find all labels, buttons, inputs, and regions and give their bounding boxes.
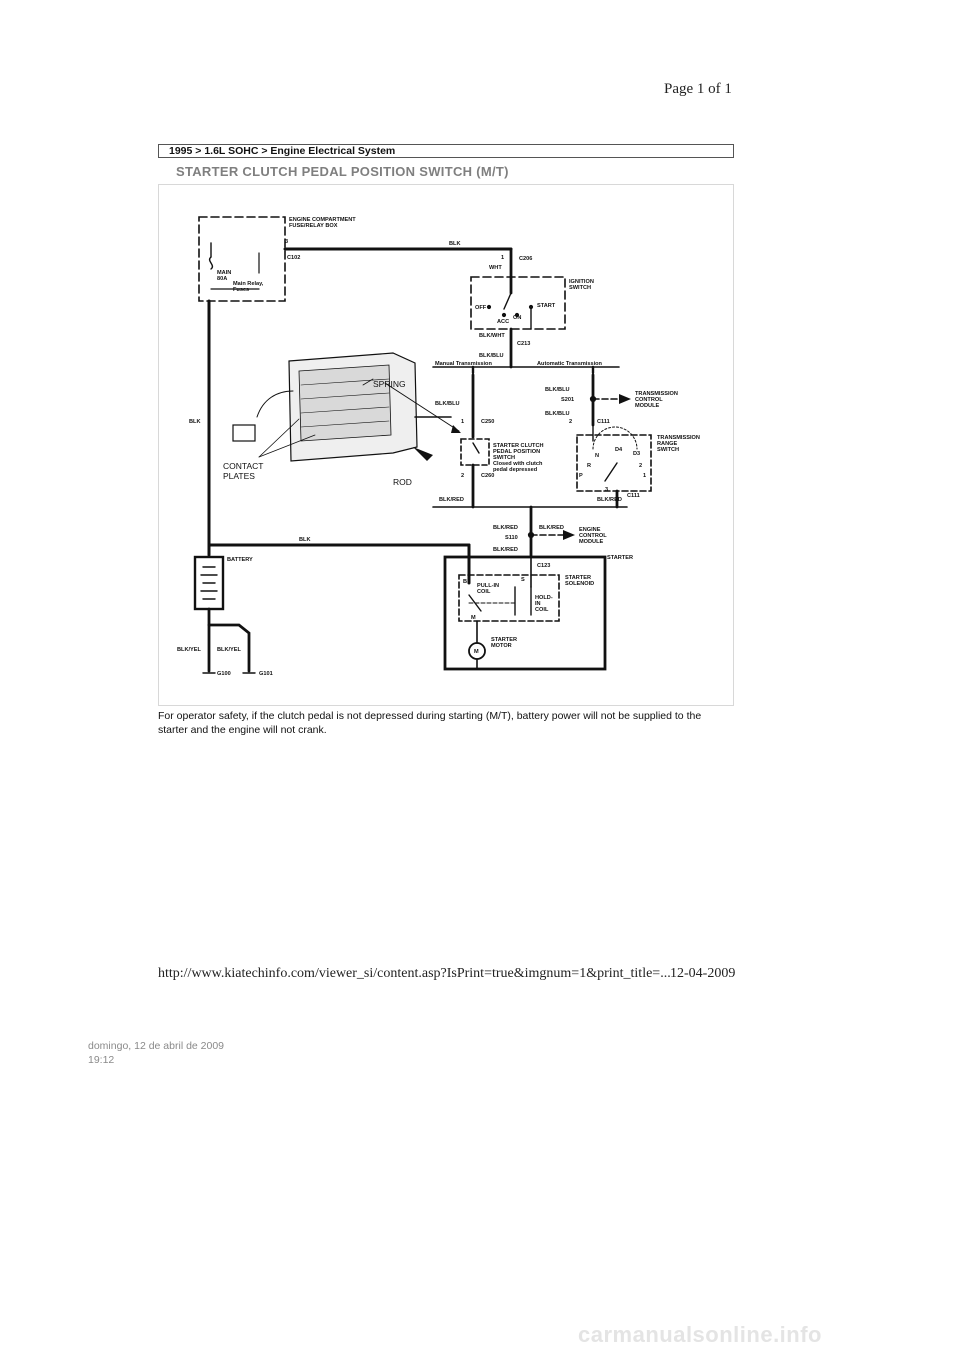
- label-c213: C213: [517, 341, 531, 347]
- label-s201: S201: [561, 397, 575, 403]
- label-tcm-3: MODULE: [635, 403, 660, 409]
- breadcrumb: 1995 > 1.6L SOHC > Engine Electrical System: [158, 144, 734, 158]
- wiring-diagram-frame: [158, 184, 734, 706]
- label-s: S: [521, 577, 525, 583]
- label-wht: WHT: [489, 265, 502, 271]
- wiring-diagram: [159, 185, 733, 705]
- label-main-relay-2: Fuses: [233, 287, 250, 293]
- footer-date: 12-04-2009: [670, 966, 736, 981]
- label-blk-blu-4: BLK/BLU: [545, 411, 570, 417]
- label-ignition-switch-2: SWITCH: [569, 285, 592, 291]
- label-blk-red-4: BLK/RED: [539, 525, 564, 531]
- timestamp-stamp: [88, 1039, 224, 1067]
- label-pin-1-c250: 1: [461, 419, 465, 425]
- label-blk-red-3: BLK/RED: [493, 525, 518, 531]
- label-c123: C123: [537, 563, 551, 569]
- label-n: N: [595, 453, 600, 459]
- label-g100: G100: [217, 671, 231, 677]
- label-tcm: TRANSMISSION: [635, 391, 678, 397]
- label-blk-blu-3: BLK/BLU: [545, 387, 570, 393]
- starter-clutch-switch-box: [461, 439, 489, 465]
- label-scpps-3: SWITCH: [493, 455, 516, 461]
- label-g101: G101: [259, 671, 273, 677]
- label-hold-in-coil-2: IN: [535, 601, 541, 607]
- label-scpps: STARTER CLUTCH: [493, 443, 544, 449]
- label-one: 1: [643, 473, 647, 479]
- label-ignition-switch: IGNITION: [569, 279, 594, 285]
- label-main-fuse: MAIN: [217, 270, 232, 276]
- label-on: ON: [513, 315, 522, 321]
- label-pull-in-coil-2: COIL: [477, 589, 491, 595]
- label-hold-in-coil: HOLD-: [535, 595, 553, 601]
- label-trs: TRANSMISSION: [657, 435, 700, 441]
- label-pin-1-c206: 1: [501, 255, 505, 261]
- label-pin-2-c111: 2: [569, 419, 573, 425]
- label-scpps-5: pedal depressed: [493, 467, 538, 473]
- page-title: STARTER CLUTCH PEDAL POSITION SWITCH (M/T): [176, 164, 509, 179]
- label-pull-in-coil: PULL-IN: [477, 583, 500, 589]
- page-number: Page 1 of 1: [664, 81, 732, 97]
- clutch-switch-illustration: [233, 353, 461, 461]
- label-blk-mid: BLK: [299, 537, 311, 543]
- label-trs-3: SWITCH: [657, 447, 680, 453]
- label-pin-3-c111: 3: [605, 487, 609, 493]
- diagram-caption: For operator safety, if the clutch pedal is not depressed during starting (M/T), battery power will not be supplied to the starter and the engine will not crank.: [158, 710, 702, 736]
- label-blk-wht: BLK/WHT: [479, 333, 505, 339]
- watermark: carmanualsonline.info: [578, 1322, 822, 1347]
- label-s110: S110: [505, 535, 518, 541]
- label-manual-transmission: Manual Transmission: [435, 361, 492, 367]
- label-c102: C102: [287, 255, 301, 261]
- label-blk-left: BLK: [189, 419, 201, 425]
- label-off: OFF: [475, 305, 487, 311]
- label-motor-m: M: [474, 649, 479, 655]
- label-fuse-box: ENGINE COMPARTMENT: [289, 217, 356, 223]
- label-c111-top: C111: [597, 419, 610, 425]
- label-c250: C250: [481, 419, 495, 425]
- stamp-date: domingo, 12 de abril de 2009: [88, 1040, 225, 1052]
- label-r: R: [587, 463, 592, 469]
- label-starter-solenoid: STARTER: [565, 575, 591, 581]
- label-acc: ACC: [497, 319, 510, 325]
- label-b: B: [463, 579, 468, 585]
- label-ecm-3: MODULE: [579, 539, 604, 545]
- label-blk-yel-2: BLK/YEL: [217, 647, 241, 653]
- label-blk-red-5: BLK/RED: [493, 547, 518, 553]
- label-starter: STARTER: [607, 555, 633, 561]
- label-blk-red-1: BLK/RED: [439, 497, 464, 503]
- label-trs-2: RANGE: [657, 441, 678, 447]
- label-blk-red-2: BLK/RED: [597, 497, 622, 503]
- label-blk-yel-1: BLK/YEL: [177, 647, 201, 653]
- label-pin-3: 3: [285, 239, 289, 245]
- label-ecm: ENGINE: [579, 527, 601, 533]
- label-c206: C206: [519, 256, 533, 262]
- label-rod: ROD: [393, 477, 412, 487]
- label-automatic-transmission: Automatic Transmission: [537, 361, 602, 367]
- label-ecm-2: CONTROL: [579, 533, 607, 539]
- label-scpps-2: PEDAL POSITION: [493, 449, 541, 455]
- label-pin-2-c260: 2: [461, 473, 465, 479]
- label-hold-in-coil-3: COIL: [535, 607, 549, 613]
- label-blk-blu-1: BLK/BLU: [479, 353, 504, 359]
- label-d4: D4: [615, 447, 623, 453]
- label-contact-plates-2: PLATES: [223, 471, 255, 481]
- label-spring: SPRING: [373, 379, 406, 389]
- label-c260: C260: [481, 473, 495, 479]
- label-contact-plates: CONTACT: [223, 461, 264, 471]
- label-c111-bottom: C111: [627, 493, 640, 499]
- label-battery: BATTERY: [227, 557, 253, 563]
- label-blk-blu-2: BLK/BLU: [435, 401, 460, 407]
- label-starter-motor: STARTER: [491, 637, 517, 643]
- label-d3: D3: [633, 451, 641, 457]
- label-main-relay: Main Relay,: [233, 281, 264, 287]
- label-start: START: [537, 303, 556, 309]
- label-fuse-box-2: FUSE/RELAY BOX: [289, 223, 338, 229]
- label-starter-solenoid-2: SOLENOID: [565, 581, 595, 587]
- footer-url: http://www.kiatechinfo.com/viewer_si/content.asp?IsPrint=true&imgnum=1&print_title=...: [158, 966, 671, 981]
- label-blk-top: BLK: [449, 241, 461, 247]
- label-scpps-4: Closed with clutch: [493, 461, 543, 467]
- label-m-terminal: M: [471, 615, 476, 621]
- label-main-fuse-rating: 80A: [217, 276, 228, 282]
- label-tcm-2: CONTROL: [635, 397, 663, 403]
- label-p: P: [579, 473, 583, 479]
- stamp-time: 19:12: [88, 1054, 115, 1066]
- label-two: 2: [639, 463, 643, 469]
- label-starter-motor-2: MOTOR: [491, 643, 512, 649]
